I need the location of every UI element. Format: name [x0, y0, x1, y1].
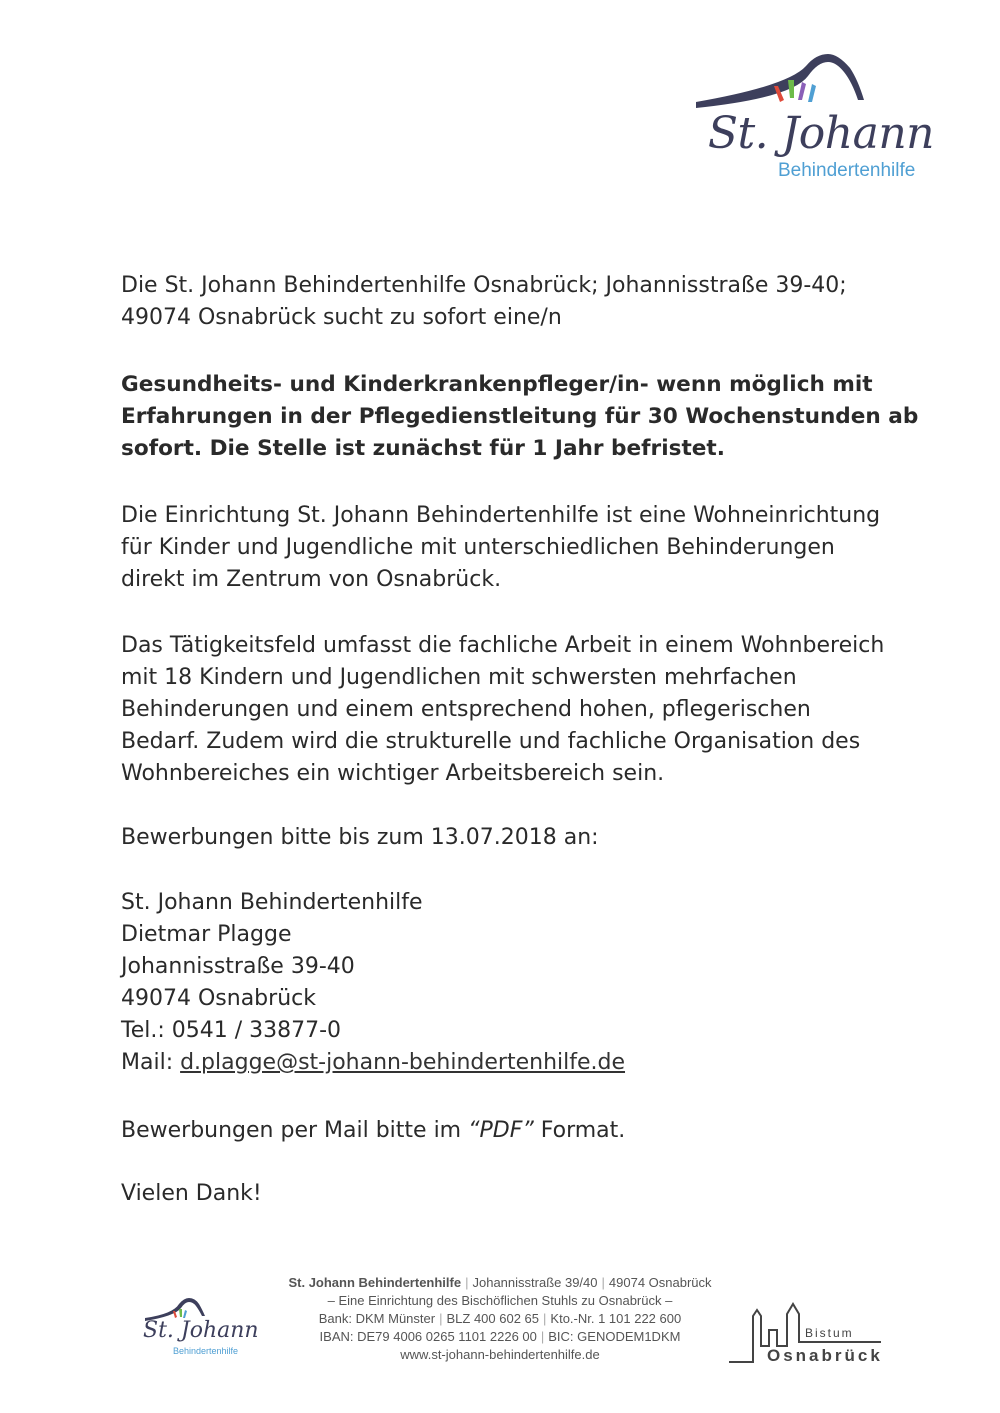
thanks-paragraph: [121, 1178, 901, 1210]
format-emphasis: “PDF”: [468, 1118, 534, 1143]
contact-mail-line: [121, 1047, 901, 1079]
st-johann-logo: [688, 50, 958, 190]
tasks-line: Das Tätigkeitsfeld umfasst die fachliche Arbeit in einem Wohnbereich: [121, 633, 885, 658]
logo-subtitle: Behindertenhilfe: [778, 160, 916, 181]
footer-separator: |: [601, 1275, 605, 1290]
intro-line: 49074 Osnabrück sucht zu sofort eine/n: [121, 305, 562, 330]
position-line: sofort. Die Stelle ist zunächst für 1 Jahr befristet.: [121, 436, 725, 461]
format-paragraph: [121, 1115, 901, 1147]
footer-line-4: [250, 1328, 750, 1346]
footer-blz: BLZ 400 602 65: [446, 1311, 540, 1326]
intro-line: Die St. Johann Behindertenhilfe Osnabrück; Johannisstraße 39-40;: [121, 273, 847, 298]
tasks-line: mit 18 Kindern und Jugendlichen mit schwersten mehrfachen: [121, 665, 797, 690]
position-line: Erfahrungen in der Pflegedienstleitung für 30 Wochenstunden ab: [121, 404, 919, 429]
position-paragraph: [121, 369, 919, 465]
footer-bank: Bank: DKM Münster: [318, 1311, 436, 1326]
footer-city: 49074 Osnabrück: [608, 1275, 712, 1290]
contact-org: St. Johann Behindertenhilfe: [121, 890, 423, 915]
tasks-line: Bedarf. Zudem wird die strukturelle und fachliche Organisation des: [121, 729, 861, 754]
logo-title: St. Johann: [707, 108, 934, 159]
mail-link[interactable]: d.plagge@st-johann-behindertenhilfe.de: [180, 1050, 626, 1075]
footer-line-2: – Eine Einrichtung des Bischöflichen Stuhls zu Osnabrück –: [327, 1293, 673, 1308]
tasks-line: Behinderungen und einem entsprechend hohen, pflegerischen: [121, 697, 811, 722]
intro-paragraph: [121, 270, 901, 334]
facility-line: Die Einrichtung St. Johann Behindertenhilfe ist eine Wohneinrichtung: [121, 503, 881, 528]
tasks-paragraph: [121, 630, 901, 790]
footer-text: [250, 1274, 750, 1364]
tasks-line: Wohnbereiches ein wichtiger Arbeitsbereich sein.: [121, 761, 665, 786]
facility-paragraph: [121, 500, 901, 596]
footer-logo-subtitle: Behindertenhilfe: [173, 1346, 239, 1356]
footer-kto: Kto.-Nr. 1 101 222 600: [550, 1311, 682, 1326]
footer-separator: |: [543, 1311, 547, 1326]
contact-block: [121, 887, 901, 1079]
deadline-paragraph: [121, 822, 901, 854]
footer-line-1: [250, 1274, 750, 1292]
footer-street: Johannisstraße 39/40: [472, 1275, 598, 1290]
footer-bic: BIC: GENODEM1DKM: [548, 1329, 681, 1344]
footer-separator: |: [540, 1329, 545, 1344]
footer-org: St. Johann Behindertenhilfe: [288, 1275, 462, 1290]
footer-separator: |: [439, 1311, 443, 1326]
facility-line: für Kinder und Jugendliche mit unterschiedlichen Behinderungen: [121, 535, 835, 560]
footer-web[interactable]: www.st-johann-behindertenhilfe.de: [400, 1347, 600, 1362]
footer-line-3: [250, 1310, 750, 1328]
bistum-osnabrueck-logo: [725, 1296, 895, 1368]
osnabrueck-label: Osnabrück: [767, 1346, 883, 1365]
st-johann-footer-logo: [138, 1296, 278, 1366]
mail-label: Mail:: [121, 1050, 181, 1075]
format-before: Bewerbungen per Mail bitte im: [121, 1118, 469, 1143]
format-after: Format.: [533, 1118, 626, 1143]
bistum-label: Bistum: [805, 1326, 854, 1340]
format-line: [121, 1115, 901, 1147]
position-line: Gesundheits- und Kinderkrankenpfleger/in- wenn möglich mit: [121, 372, 873, 397]
contact-city: 49074 Osnabrück: [121, 986, 316, 1011]
facility-line: direkt im Zentrum von Osnabrück.: [121, 567, 502, 592]
footer-iban: IBAN: DE79 4006 0265 1101 2226 00: [319, 1329, 537, 1344]
contact-phone: Tel.: 0541 / 33877-0: [121, 1018, 342, 1043]
footer: [0, 1266, 1000, 1386]
thanks-line: Vielen Dank!: [121, 1181, 262, 1206]
contact-street: Johannisstraße 39-40: [121, 954, 355, 979]
contact-name: Dietmar Plagge: [121, 922, 292, 947]
footer-separator: |: [465, 1275, 469, 1290]
footer-logo-title: St. Johann: [143, 1318, 259, 1343]
deadline-line: Bewerbungen bitte bis zum 13.07.2018 an:: [121, 825, 599, 850]
